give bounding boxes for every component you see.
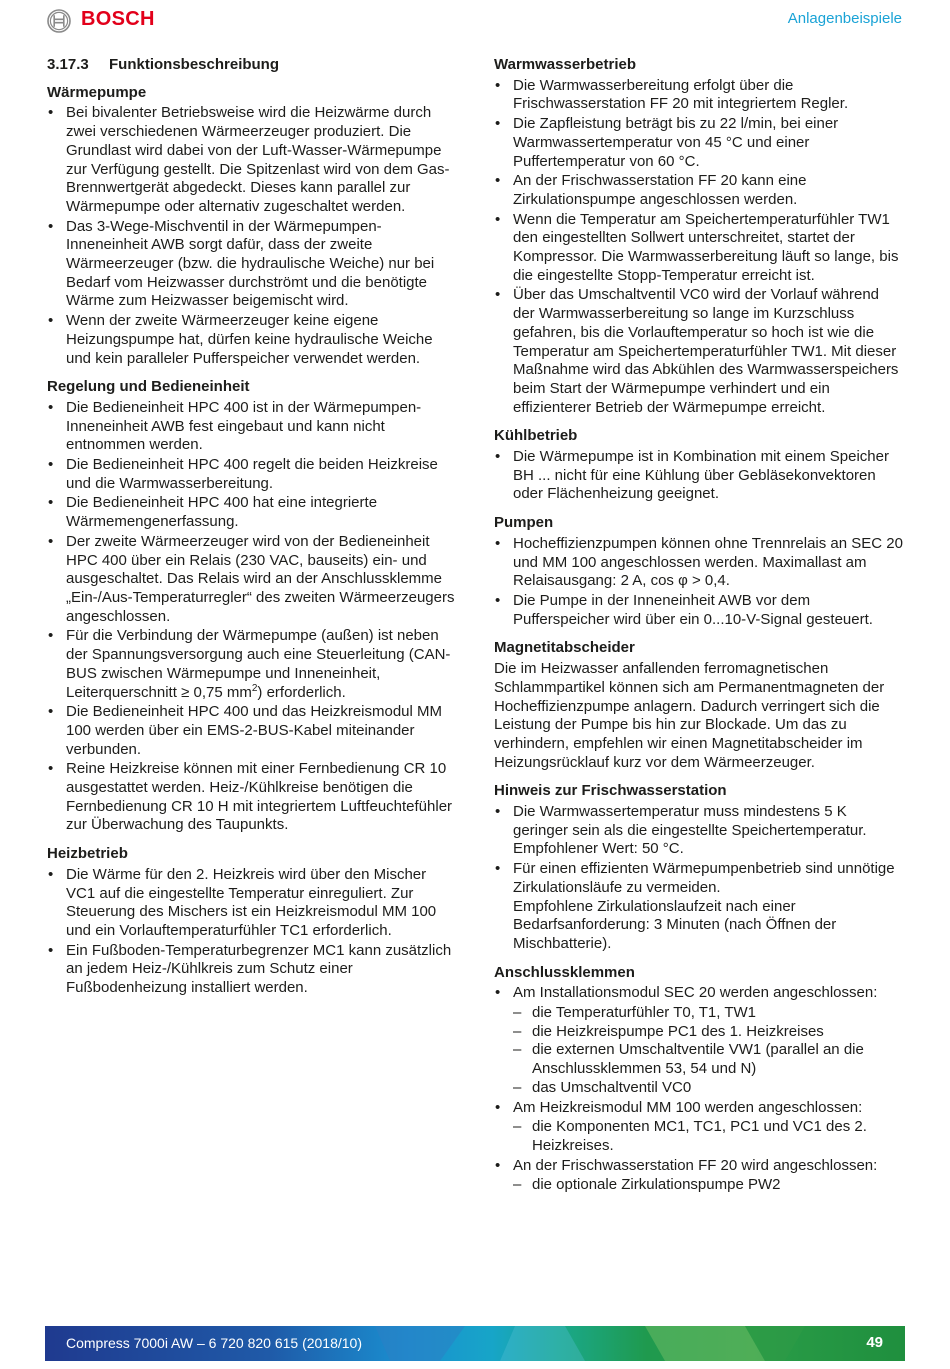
list-item bbox=[494, 803, 904, 859]
sub-list-item: – die Heizkreispumpe PC1 des 1. Heizkreises bbox=[513, 1023, 904, 1042]
list-regelung bbox=[47, 399, 457, 835]
verbindung-text-b: ) erforderlich. bbox=[257, 683, 346, 701]
heading-heizbetrieb: Heizbetrieb bbox=[47, 845, 128, 863]
cross-section-value: 0,75 mm bbox=[189, 683, 252, 701]
heading-kuehlbetrieb: Kühlbetrieb bbox=[494, 427, 578, 445]
section-number: 3.17.3 bbox=[47, 56, 89, 73]
list-pumpen bbox=[494, 535, 904, 630]
chapter-title: Anlagenbeispiele bbox=[787, 10, 902, 27]
list-item: • Die Bedieneinheit HPC 400 hat eine integrierte Wärmemengenerfassung. bbox=[47, 494, 457, 531]
sub-list bbox=[513, 1176, 904, 1195]
list-waermepumpe bbox=[47, 104, 457, 368]
list-item: • Die Bedieneinheit HPC 400 ist in der Wärmepumpen-Inneneinheit AWB fest eingebaut und kann nicht entnommen werden. bbox=[47, 399, 457, 455]
list-item: • Wenn die Temperatur am Speichertemperaturfühler TW1 den eingestellten Sollwert unterschreitet, startet der Kompressor. Die Warmwasserbereitung läuft so lange, bis die eingestellte Stopp-Temperatur erreicht ist. bbox=[494, 211, 904, 286]
list-item: • Hocheffizienzpumpen können ohne Trennrelais an SEC 20 und MM 100 angeschlossen werden. Maximallast am Relaisausgang: 2 A, cos φ > 0,4. bbox=[494, 535, 904, 591]
heading-pumpen: Pumpen bbox=[494, 514, 554, 532]
list-item: • Ein Fußboden-Temperaturbegrenzer MC1 kann zusätzlich an jedem Heiz-/Kühlkreis zum Schutz einer Fußbodenheizung installiert werden. bbox=[47, 942, 457, 998]
sub-list-item: – die externen Umschaltventile VW1 (parallel an die Anschlussklemmen 53, 54 und N) bbox=[513, 1041, 904, 1078]
bosch-logo-icon bbox=[47, 9, 71, 33]
list-item bbox=[494, 984, 904, 1097]
list-kuehlbetrieb bbox=[494, 448, 904, 504]
list-anschlussklemmen bbox=[494, 984, 904, 1195]
page-number: 49 bbox=[866, 1334, 883, 1351]
list-item: • Die Bedieneinheit HPC 400 regelt die beiden Heizkreise und die Warmwasserbereitung. bbox=[47, 456, 457, 493]
list-warmwasser bbox=[494, 77, 904, 418]
heading-magnetitabscheider: Magnetitabscheider bbox=[494, 639, 635, 657]
heading-anschlussklemmen: Anschlussklemmen bbox=[494, 963, 635, 981]
group-lead: • Am Installationsmodul SEC 20 werden angeschlossen: bbox=[513, 984, 878, 1002]
section-heading bbox=[47, 56, 457, 75]
sub-list bbox=[513, 1004, 904, 1098]
list-item bbox=[494, 860, 904, 954]
list-item: • Das 3-Wege-Mischventil in der Wärmepumpen-Inneneinheit AWB sorgt dafür, dass der zweite Wärmeerzeuger (bzw. die hydraulische Weiche) nur bei Bedarf vom Heizwasser durchströmt und die benötigte Wärme zum Heizwasser beigemischt wird. bbox=[47, 218, 457, 312]
list-item bbox=[494, 1099, 904, 1156]
heading-waermepumpe: Wärmepumpe bbox=[47, 83, 147, 101]
sub-list-item: – die Komponenten MC1, TC1, PC1 und VC1 des 2. Heizkreises. bbox=[513, 1118, 904, 1155]
verbindung-text-a: Für die Verbindung der Wärmepumpe (außen) ist neben der Spannungsversorgung auch eine Steuerleitung (CAN-BUS zwischen Wärmepumpe und Inneneinheit, Leiterquerschnitt bbox=[66, 627, 451, 701]
section-title: Funktionsbeschreibung bbox=[109, 56, 280, 73]
superscript-2: 2 bbox=[251, 682, 258, 694]
list-item: • An der Frischwasserstation FF 20 kann eine Zirkulationspumpe angeschlossen werden. bbox=[494, 172, 904, 209]
hinweis-value: Empfohlener Wert: 50 °C. bbox=[513, 840, 684, 858]
brand-name: BOSCH bbox=[81, 8, 155, 30]
hinweis-text: • Für einen effizienten Wärmepumpenbetrieb sind unnötige Zirkulationsläufe zu vermeiden. bbox=[513, 860, 895, 896]
list-item: • Der zweite Wärmeerzeuger wird von der Bedieneinheit HPC 400 über ein Relais (230 VAC, bauseits) ein- und ausgeschaltet. Das Relais wird an der Anschlussklemme „Ein-/Aus-Temperaturregler“ des zweiten Wärmeerzeugers angeschlossen. bbox=[47, 533, 457, 627]
right-column bbox=[494, 56, 904, 1196]
left-column bbox=[47, 56, 457, 999]
list-item: • Die Zapfleistung beträgt bis zu 22 l/min, bei einer Warmwassertemperatur von 45 °C und einer Puffertemperatur von 60 °C. bbox=[494, 115, 904, 171]
page-footer bbox=[45, 1326, 905, 1361]
heading-regelung: Regelung und Bedieneinheit bbox=[47, 378, 250, 396]
list-item: • Die Wärme für den 2. Heizkreis wird über den Mischer VC1 auf die eingestellte Temperatur einreguliert. Zur Steuerung des Mischers ist ein Heizkreismodul MM 100 und ein Vorlauftemperaturfühler TC1 erforderlich. bbox=[47, 866, 457, 941]
hinweis-text: • Die Warmwassertemperatur muss mindestens 5 K geringer sein als die eingestellte Speichertemperatur. bbox=[513, 803, 867, 839]
list-item: • Bei bivalenter Betriebsweise wird die Heizwärme durch zwei verschiedenen Wärmeerzeuger produziert. Die Grundlast wird dabei von der Luft-Wasser-Wärmepumpe zur Verfügung gestellt. Die Spitzenlast wird von dem Gas-Brennwertgerät abgedeckt. Dieses kann parallel zur Wärmepumpe oder alternativ zugeschaltet werden. bbox=[47, 104, 457, 216]
list-item: • Die Bedieneinheit HPC 400 und das Heizkreismodul MM 100 werden über ein EMS-2-BUS-Kabel miteinander verbunden. bbox=[47, 703, 457, 759]
group-lead: • Am Heizkreismodul MM 100 werden angeschlossen: bbox=[513, 1098, 863, 1116]
list-item-verbindung bbox=[47, 627, 457, 702]
list-item: • Die Pumpe in der Inneneinheit AWB vor dem Pufferspeicher wird über ein 0...10-V-Signal gesteuert. bbox=[494, 592, 904, 629]
list-heizbetrieb bbox=[47, 866, 457, 998]
sub-list-item: – die Temperaturfühler T0, T1, TW1 bbox=[513, 1004, 904, 1023]
hinweis-value: Empfohlene Zirkulationslaufzeit nach einer Bedarfsanforderung: 3 Minuten (nach Öffnen der Mischbatterie). bbox=[513, 897, 837, 952]
group-lead: • An der Frischwasserstation FF 20 wird angeschlossen: bbox=[513, 1156, 878, 1174]
list-item: • Reine Heizkreise können mit einer Fernbedienung CR 10 ausgestattet werden. Heiz-/Kühlkreise benötigen die Fernbedienung CR 10 H mit integriertem Luftfeuchtefühler zur Überwachung des Taupunkts. bbox=[47, 760, 457, 835]
list-hinweis bbox=[494, 803, 904, 954]
paragraph-magnetitabscheider: Die im Heizwasser anfallenden ferromagnetischen Schlammpartikel können sich am Permanentmagneten der Hocheffizienzpumpe anlagern. Dadurch verringert sich die Leistung der Pumpe bis hin zur Blockade. Um das zu verhindern, empfehlen wir einen Magnetitabscheider im Heizungsrücklauf kurz vor dem Wärmeerzeuger. bbox=[494, 660, 885, 771]
sub-list bbox=[513, 1118, 904, 1155]
heading-warmwasser: Warmwasserbetrieb bbox=[494, 56, 637, 73]
sub-list-item: – das Umschaltventil VC0 bbox=[513, 1079, 904, 1098]
heading-hinweis: Hinweis zur Frischwasserstation bbox=[494, 782, 727, 800]
footer-document-id: Compress 7000i AW – 6 720 820 615 (2018/10) bbox=[66, 1335, 363, 1351]
list-item bbox=[494, 1157, 904, 1195]
geq-symbol: ≥ bbox=[181, 683, 190, 701]
list-item: • Die Warmwasserbereitung erfolgt über die Frischwasserstation FF 20 mit integriertem Regler. bbox=[494, 77, 904, 114]
sub-list-item: – die optionale Zirkulationspumpe PW2 bbox=[513, 1176, 904, 1195]
page-header bbox=[0, 0, 950, 40]
list-item: • Über das Umschaltventil VC0 wird der Vorlauf während der Warmwasserbereitung so lange im Kurzschluss gefahren, bis die Vorlauftemperatur so hoch ist wie die Temperatur am Speichertemperaturfühler TW1. Mit dieser Maßnahme wird das Abkühlen des Warmwasserspeichers beim Start der Wärmepumpe verhindert und ein effizienterer Betrieb der Wärmepumpe erreicht. bbox=[494, 286, 904, 417]
list-item: • Wenn der zweite Wärmeerzeuger keine eigene Heizungspumpe hat, dürfen keine hydraulische Weiche und kein paralleler Pufferspeicher verwendet werden. bbox=[47, 312, 457, 368]
list-item: • Die Wärmepumpe ist in Kombination mit einem Speicher BH ... nicht für eine Kühlung über Gebläsekonvektoren oder Flächenheizung geeignet. bbox=[494, 448, 904, 504]
